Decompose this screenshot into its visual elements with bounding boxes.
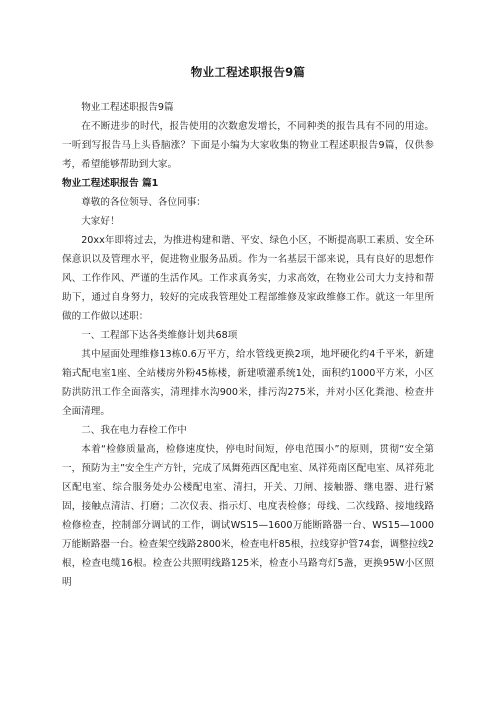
body-paragraph: 二、我在电力春检工作中 xyxy=(81,425,187,436)
document-body xyxy=(62,98,434,592)
body-paragraph: 其中屋面处理维修13栋0.6万平方，给水管线更换2项，地坪硬化约4千平米，新建箱式配电室1座、全站楼房外粉45栋楼，新建喷灌系统1处，面积约1000平方米，小区防洪防汛工作全面落实，清理排水沟900米，排污沟275米，并对小区化粪池、检查井全面清理。 xyxy=(62,349,434,417)
body-paragraph: 尊敬的各位领导、各位同事： xyxy=(81,197,206,208)
body-paragraph: 物业工程述职报告9篇 xyxy=(81,102,174,113)
body-paragraph: 在不断进步的时代，报告使用的次数愈发增长，不同种类的报告具有不同的用途。一听到写报告马上头昏脑涨？下面是小编为大家收集的物业工程述职报告9篇，仅供参考，希望能够帮助到大家。 xyxy=(62,121,434,170)
document-title: 物业工程述职报告9篇 xyxy=(190,65,306,79)
section-heading: 物业工程述职报告 篇1 xyxy=(62,178,159,189)
body-paragraph: 大家好！ xyxy=(81,216,120,227)
body-paragraph: 一、工程部下达各类维修计划共68项 xyxy=(81,330,238,341)
body-paragraph: 本着“检修质量高，检修速度快，停电时间短，停电范围小”的原则，贯彻“安全第一，预防为主”安全生产方针，完成了凤舞苑西区配电室、凤祥苑南区配电室、凤祥苑北区配电室、综合服务处办公楼配电室、清扫，开关、刀闸、接触器、继电器、进行紧固，接触点清洁、打磨；二次仪表、指示灯、电度表检修；母线、二次线路、接地线路检修检查，控制部分调试的工作，调试WS15—1600万能断路器一台、WS15—1000万能断路器一台。检查架空线路2800米，检查电杆85根，拉线穿护管74套，调整拉线2根，检查电缆16根。检查公共照明线路125米，检查小马路弯灯5盏，更换95W小区照明 xyxy=(62,444,434,588)
body-paragraph: 20xx年即将过去，为推进构建和谐、平安、绿色小区，不断提高职工素质、安全环保意识以及管理水平，促进物业服务品质。作为一名基层干部来说，具有良好的思想作风、工作作风、严谨的生活作风。工作求真务实，力求高效，在物业公司大力支持和帮助下，通过自身努力，较好的完成我管理处工程部维修及家政维修工作。就这一年里所做的工作做以述职： xyxy=(62,235,434,322)
